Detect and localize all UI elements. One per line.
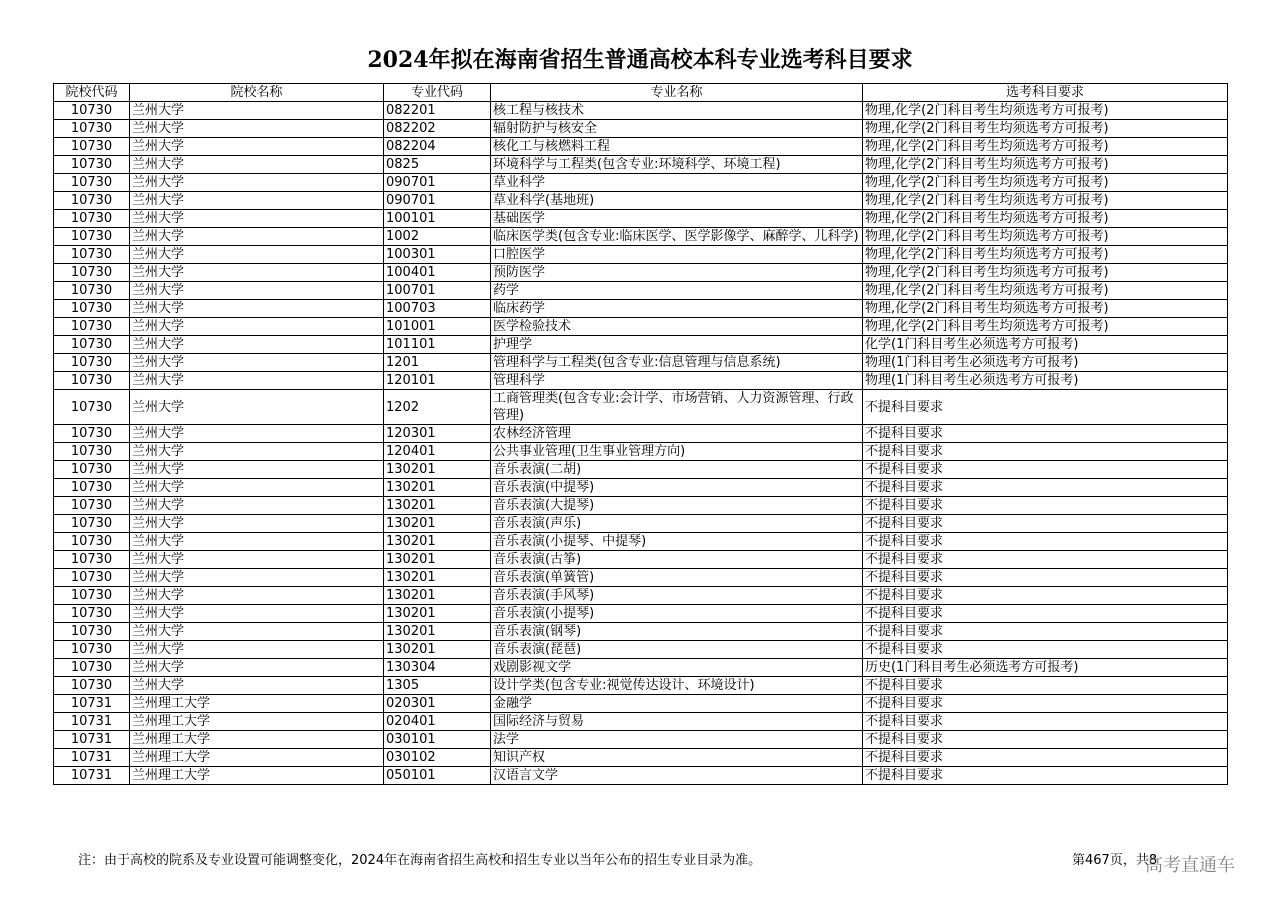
cell-major-name: 音乐表演(二胡) <box>491 461 863 479</box>
cell-major-name: 临床医学类(包含专业:临床医学、医学影像学、麻醉学、儿科学) <box>491 228 863 246</box>
cell-school-name: 兰州大学 <box>130 282 384 300</box>
cell-major-code: 100101 <box>384 210 491 228</box>
cell-subject-requirement: 不提科目要求 <box>863 425 1228 443</box>
cell-major-code: 130201 <box>384 515 491 533</box>
cell-school-code: 10730 <box>54 156 130 174</box>
cell-school-name: 兰州大学 <box>130 569 384 587</box>
cell-school-name: 兰州大学 <box>130 120 384 138</box>
table-row <box>54 569 1228 587</box>
cell-major-code: 1201 <box>384 354 491 372</box>
cell-school-name: 兰州理工大学 <box>130 731 384 749</box>
cell-subject-requirement: 物理,化学(2门科目考生均须选考方可报考) <box>863 318 1228 336</box>
table-row <box>54 731 1228 749</box>
cell-school-name: 兰州大学 <box>130 443 384 461</box>
table-row <box>54 156 1228 174</box>
cell-school-name: 兰州大学 <box>130 587 384 605</box>
cell-school-name: 兰州大学 <box>130 551 384 569</box>
cell-school-name: 兰州大学 <box>130 228 384 246</box>
table-row <box>54 354 1228 372</box>
cell-major-code: 082201 <box>384 102 491 120</box>
cell-major-name: 管理科学 <box>491 372 863 390</box>
cell-school-name: 兰州大学 <box>130 300 384 318</box>
cell-school-code: 10730 <box>54 390 130 425</box>
cell-major-name: 护理学 <box>491 336 863 354</box>
table-row <box>54 461 1228 479</box>
table-row <box>54 623 1228 641</box>
cell-subject-requirement: 物理,化学(2门科目考生均须选考方可报考) <box>863 210 1228 228</box>
cell-school-code: 10731 <box>54 767 130 785</box>
cell-school-code: 10730 <box>54 372 130 390</box>
cell-major-code: 130201 <box>384 587 491 605</box>
cell-subject-requirement: 不提科目要求 <box>863 497 1228 515</box>
cell-school-code: 10730 <box>54 461 130 479</box>
cell-school-name: 兰州大学 <box>130 390 384 425</box>
cell-major-code: 120401 <box>384 443 491 461</box>
cell-subject-requirement: 不提科目要求 <box>863 461 1228 479</box>
table-row <box>54 120 1228 138</box>
cell-major-name: 管理科学与工程类(包含专业:信息管理与信息系统) <box>491 354 863 372</box>
cell-major-name: 知识产权 <box>491 749 863 767</box>
cell-major-name: 基础医学 <box>491 210 863 228</box>
cell-school-name: 兰州大学 <box>130 677 384 695</box>
cell-school-code: 10731 <box>54 731 130 749</box>
cell-subject-requirement: 化学(1门科目考生必须选考方可报考) <box>863 336 1228 354</box>
cell-major-name: 草业科学(基地班) <box>491 192 863 210</box>
cell-school-name: 兰州理工大学 <box>130 695 384 713</box>
cell-major-code: 082202 <box>384 120 491 138</box>
cell-major-code: 050101 <box>384 767 491 785</box>
table-header-row <box>54 84 1228 102</box>
cell-major-code: 090701 <box>384 174 491 192</box>
cell-subject-requirement: 物理,化学(2门科目考生均须选考方可报考) <box>863 246 1228 264</box>
cell-school-code: 10730 <box>54 497 130 515</box>
table-row <box>54 336 1228 354</box>
header-major-code: 专业代码 <box>384 84 491 102</box>
cell-major-code: 030101 <box>384 731 491 749</box>
cell-major-code: 130201 <box>384 551 491 569</box>
page-number: 第467页，共8 <box>1072 853 1158 868</box>
table-row <box>54 695 1228 713</box>
cell-school-name: 兰州大学 <box>130 479 384 497</box>
cell-major-name: 金融学 <box>491 695 863 713</box>
cell-school-code: 10730 <box>54 282 130 300</box>
cell-major-code: 020301 <box>384 695 491 713</box>
cell-school-code: 10731 <box>54 749 130 767</box>
cell-major-code: 130201 <box>384 569 491 587</box>
table-row <box>54 228 1228 246</box>
cell-major-name: 医学检验技术 <box>491 318 863 336</box>
table-row <box>54 605 1228 623</box>
cell-major-code: 1002 <box>384 228 491 246</box>
cell-subject-requirement: 不提科目要求 <box>863 623 1228 641</box>
cell-major-name: 药学 <box>491 282 863 300</box>
table-row <box>54 264 1228 282</box>
cell-subject-requirement: 不提科目要求 <box>863 569 1228 587</box>
cell-major-code: 030102 <box>384 749 491 767</box>
table-row <box>54 246 1228 264</box>
cell-subject-requirement: 物理,化学(2门科目考生均须选考方可报考) <box>863 138 1228 156</box>
table-row <box>54 677 1228 695</box>
table-row <box>54 390 1228 425</box>
cell-subject-requirement: 物理,化学(2门科目考生均须选考方可报考) <box>863 228 1228 246</box>
cell-major-code: 130201 <box>384 461 491 479</box>
cell-school-name: 兰州大学 <box>130 192 384 210</box>
table-row <box>54 533 1228 551</box>
cell-major-code: 082204 <box>384 138 491 156</box>
cell-school-name: 兰州大学 <box>130 174 384 192</box>
cell-major-code: 1305 <box>384 677 491 695</box>
cell-major-name: 国际经济与贸易 <box>491 713 863 731</box>
table-row <box>54 102 1228 120</box>
cell-major-name: 音乐表演(古筝) <box>491 551 863 569</box>
cell-subject-requirement: 不提科目要求 <box>863 677 1228 695</box>
table-row <box>54 138 1228 156</box>
cell-major-name: 音乐表演(大提琴) <box>491 497 863 515</box>
cell-major-name: 音乐表演(小提琴、中提琴) <box>491 533 863 551</box>
cell-school-name: 兰州大学 <box>130 533 384 551</box>
cell-major-name: 工商管理类(包含专业:会计学、市场营销、人力资源管理、行政管理) <box>491 390 863 425</box>
cell-subject-requirement: 不提科目要求 <box>863 749 1228 767</box>
cell-major-name: 音乐表演(手风琴) <box>491 587 863 605</box>
cell-major-code: 100401 <box>384 264 491 282</box>
table-row <box>54 713 1228 731</box>
cell-subject-requirement: 不提科目要求 <box>863 551 1228 569</box>
cell-school-code: 10730 <box>54 443 130 461</box>
cell-subject-requirement: 不提科目要求 <box>863 695 1228 713</box>
cell-major-name: 戏剧影视文学 <box>491 659 863 677</box>
cell-subject-requirement: 物理,化学(2门科目考生均须选考方可报考) <box>863 174 1228 192</box>
cell-major-name: 音乐表演(钢琴) <box>491 623 863 641</box>
cell-school-code: 10730 <box>54 425 130 443</box>
cell-school-name: 兰州大学 <box>130 641 384 659</box>
cell-subject-requirement: 不提科目要求 <box>863 390 1228 425</box>
cell-school-code: 10730 <box>54 210 130 228</box>
cell-subject-requirement: 物理,化学(2门科目考生均须选考方可报考) <box>863 192 1228 210</box>
cell-school-code: 10730 <box>54 623 130 641</box>
cell-school-code: 10730 <box>54 300 130 318</box>
table-row <box>54 210 1228 228</box>
table-body <box>54 102 1228 785</box>
cell-major-name: 音乐表演(中提琴) <box>491 479 863 497</box>
cell-subject-requirement: 不提科目要求 <box>863 533 1228 551</box>
cell-subject-requirement: 不提科目要求 <box>863 767 1228 785</box>
cell-school-code: 10730 <box>54 228 130 246</box>
cell-school-name: 兰州大学 <box>130 102 384 120</box>
cell-major-code: 0825 <box>384 156 491 174</box>
watermark: 高考直通车 <box>1145 855 1235 876</box>
cell-school-name: 兰州大学 <box>130 354 384 372</box>
table-row <box>54 372 1228 390</box>
cell-major-name: 临床药学 <box>491 300 863 318</box>
table-row <box>54 497 1228 515</box>
cell-school-code: 10730 <box>54 120 130 138</box>
cell-major-name: 核工程与核技术 <box>491 102 863 120</box>
cell-subject-requirement: 不提科目要求 <box>863 443 1228 461</box>
cell-major-code: 130201 <box>384 479 491 497</box>
cell-major-code: 130201 <box>384 533 491 551</box>
cell-major-name: 口腔医学 <box>491 246 863 264</box>
cell-major-code: 090701 <box>384 192 491 210</box>
cell-school-code: 10730 <box>54 533 130 551</box>
table-row <box>54 587 1228 605</box>
cell-major-name: 草业科学 <box>491 174 863 192</box>
cell-school-code: 10730 <box>54 102 130 120</box>
cell-major-code: 120101 <box>384 372 491 390</box>
cell-major-name: 音乐表演(小提琴) <box>491 605 863 623</box>
cell-major-name: 音乐表演(声乐) <box>491 515 863 533</box>
cell-school-code: 10730 <box>54 569 130 587</box>
cell-major-code: 130304 <box>384 659 491 677</box>
cell-subject-requirement: 不提科目要求 <box>863 515 1228 533</box>
page-title: 2024年拟在海南省招生普通高校本科专业选考科目要求 <box>367 47 913 73</box>
cell-school-code: 10730 <box>54 515 130 533</box>
cell-school-code: 10730 <box>54 318 130 336</box>
cell-school-code: 10730 <box>54 641 130 659</box>
cell-subject-requirement: 物理,化学(2门科目考生均须选考方可报考) <box>863 300 1228 318</box>
header-school-name: 院校名称 <box>130 84 384 102</box>
table-row <box>54 192 1228 210</box>
cell-school-code: 10730 <box>54 659 130 677</box>
cell-subject-requirement: 物理,化学(2门科目考生均须选考方可报考) <box>863 120 1228 138</box>
cell-major-name: 农林经济管理 <box>491 425 863 443</box>
cell-major-code: 130201 <box>384 497 491 515</box>
cell-major-name: 音乐表演(单簧管) <box>491 569 863 587</box>
cell-school-name: 兰州大学 <box>130 264 384 282</box>
cell-major-code: 100703 <box>384 300 491 318</box>
cell-school-name: 兰州大学 <box>130 659 384 677</box>
cell-school-name: 兰州大学 <box>130 246 384 264</box>
header-school-code: 院校代码 <box>54 84 130 102</box>
cell-school-name: 兰州大学 <box>130 156 384 174</box>
table-row <box>54 479 1228 497</box>
header-subject-requirement: 选考科目要求 <box>863 84 1228 102</box>
cell-subject-requirement: 物理,化学(2门科目考生均须选考方可报考) <box>863 156 1228 174</box>
table-row <box>54 300 1228 318</box>
cell-major-code: 1202 <box>384 390 491 425</box>
cell-major-code: 100701 <box>384 282 491 300</box>
cell-major-code: 101001 <box>384 318 491 336</box>
cell-school-name: 兰州大学 <box>130 372 384 390</box>
cell-school-code: 10730 <box>54 587 130 605</box>
cell-school-code: 10730 <box>54 605 130 623</box>
cell-subject-requirement: 物理,化学(2门科目考生均须选考方可报考) <box>863 264 1228 282</box>
footnote: 注：由于高校的院系及专业设置可能调整变化，2024年在海南省招生高校和招生专业以当年公布的招生专业目录为准。 <box>78 853 762 868</box>
cell-school-name: 兰州理工大学 <box>130 713 384 731</box>
table-row <box>54 749 1228 767</box>
table-row <box>54 174 1228 192</box>
table-row <box>54 515 1228 533</box>
cell-subject-requirement: 不提科目要求 <box>863 641 1228 659</box>
cell-subject-requirement: 不提科目要求 <box>863 587 1228 605</box>
cell-subject-requirement: 不提科目要求 <box>863 731 1228 749</box>
cell-school-code: 10730 <box>54 479 130 497</box>
cell-major-name: 设计学类(包含专业:视觉传达设计、环境设计) <box>491 677 863 695</box>
cell-major-code: 101101 <box>384 336 491 354</box>
cell-subject-requirement: 不提科目要求 <box>863 713 1228 731</box>
cell-subject-requirement: 物理(1门科目考生必须选考方可报考) <box>863 354 1228 372</box>
cell-school-name: 兰州大学 <box>130 605 384 623</box>
table-row <box>54 282 1228 300</box>
table-row <box>54 551 1228 569</box>
cell-school-code: 10730 <box>54 264 130 282</box>
cell-major-code: 130201 <box>384 605 491 623</box>
major-requirements-table <box>53 83 1228 785</box>
cell-subject-requirement: 物理,化学(2门科目考生均须选考方可报考) <box>863 282 1228 300</box>
cell-school-name: 兰州大学 <box>130 138 384 156</box>
cell-subject-requirement: 不提科目要求 <box>863 479 1228 497</box>
cell-school-name: 兰州理工大学 <box>130 749 384 767</box>
cell-school-code: 10730 <box>54 551 130 569</box>
cell-school-name: 兰州大学 <box>130 623 384 641</box>
cell-school-code: 10730 <box>54 336 130 354</box>
cell-subject-requirement: 不提科目要求 <box>863 605 1228 623</box>
table-row <box>54 425 1228 443</box>
table-row <box>54 641 1228 659</box>
cell-school-name: 兰州大学 <box>130 497 384 515</box>
cell-major-code: 100301 <box>384 246 491 264</box>
cell-major-code: 120301 <box>384 425 491 443</box>
cell-subject-requirement: 物理(1门科目考生必须选考方可报考) <box>863 372 1228 390</box>
cell-major-name: 法学 <box>491 731 863 749</box>
cell-major-code: 020401 <box>384 713 491 731</box>
cell-major-code: 130201 <box>384 623 491 641</box>
cell-subject-requirement: 物理,化学(2门科目考生均须选考方可报考) <box>863 102 1228 120</box>
cell-school-name: 兰州大学 <box>130 210 384 228</box>
cell-school-code: 10731 <box>54 695 130 713</box>
cell-major-name: 核化工与核燃料工程 <box>491 138 863 156</box>
cell-school-code: 10730 <box>54 246 130 264</box>
cell-major-name: 预防医学 <box>491 264 863 282</box>
cell-major-name: 汉语言文学 <box>491 767 863 785</box>
cell-school-code: 10730 <box>54 354 130 372</box>
cell-major-name: 辐射防护与核安全 <box>491 120 863 138</box>
table-row <box>54 767 1228 785</box>
cell-school-name: 兰州大学 <box>130 336 384 354</box>
cell-school-code: 10730 <box>54 192 130 210</box>
cell-major-code: 130201 <box>384 641 491 659</box>
cell-major-name: 公共事业管理(卫生事业管理方向) <box>491 443 863 461</box>
cell-major-name: 环境科学与工程类(包含专业:环境科学、环境工程) <box>491 156 863 174</box>
cell-school-name: 兰州大学 <box>130 461 384 479</box>
cell-school-code: 10730 <box>54 677 130 695</box>
table-row <box>54 443 1228 461</box>
cell-school-name: 兰州大学 <box>130 425 384 443</box>
table-row <box>54 318 1228 336</box>
cell-school-code: 10730 <box>54 138 130 156</box>
table-row <box>54 659 1228 677</box>
cell-major-name: 音乐表演(琵琶) <box>491 641 863 659</box>
cell-school-code: 10731 <box>54 713 130 731</box>
cell-school-code: 10730 <box>54 174 130 192</box>
cell-subject-requirement: 历史(1门科目考生必须选考方可报考) <box>863 659 1228 677</box>
cell-school-name: 兰州大学 <box>130 318 384 336</box>
cell-school-name: 兰州大学 <box>130 515 384 533</box>
header-major-name: 专业名称 <box>491 84 863 102</box>
cell-school-name: 兰州理工大学 <box>130 767 384 785</box>
